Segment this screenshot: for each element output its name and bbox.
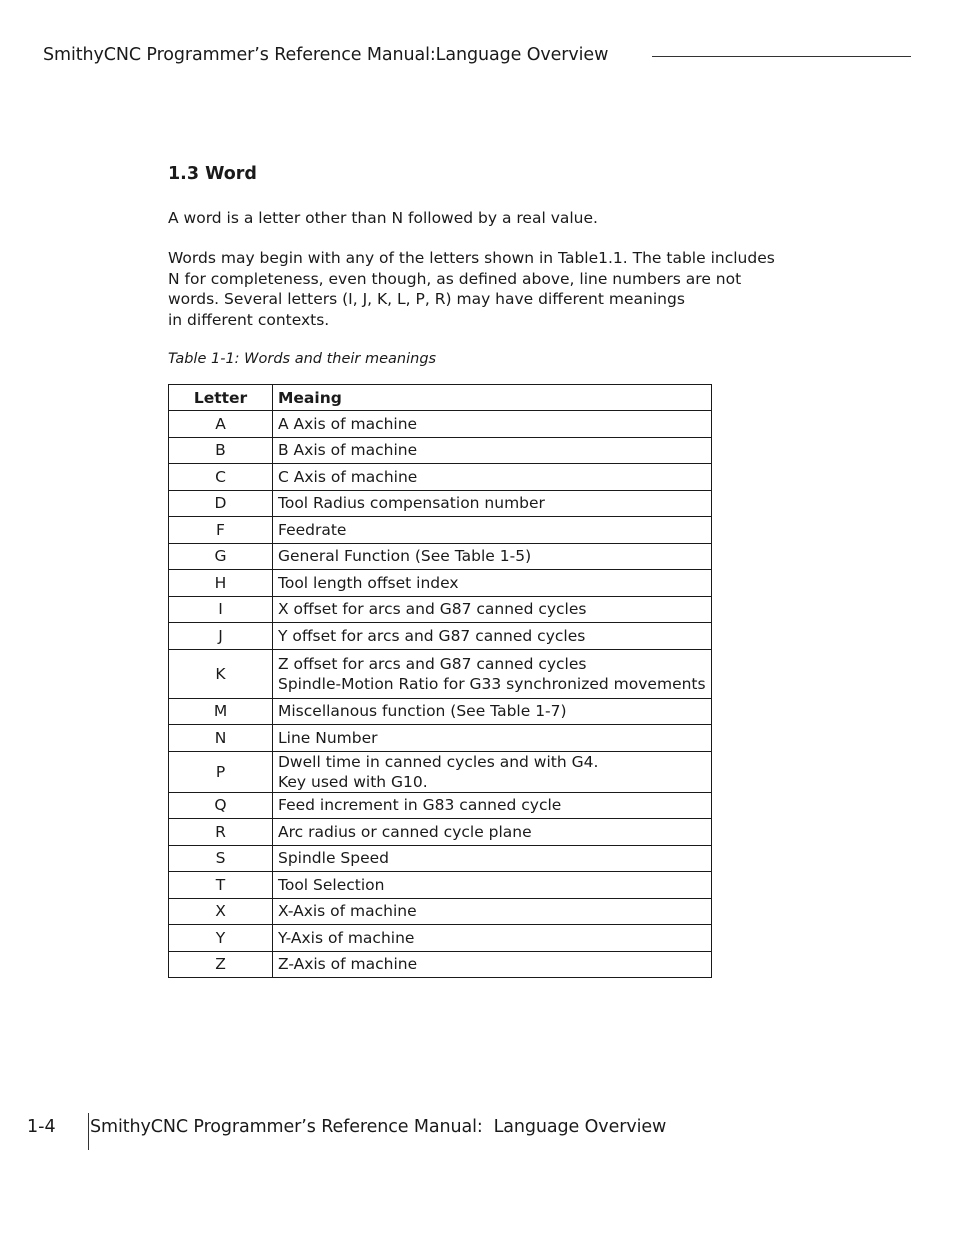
cell-letter: Q	[169, 792, 273, 819]
page-number: 1-4	[27, 1117, 56, 1137]
cell-meaning-line: Feedrate	[278, 520, 347, 539]
cell-letter: A	[169, 411, 273, 438]
cell-meaning-line: X offset for arcs and G87 canned cycles	[278, 600, 587, 619]
paragraph-word-definition: A word is a letter other than N followed by a real value.	[168, 209, 598, 227]
footer-rule	[88, 1113, 89, 1150]
cell-meaning-line: A Axis of machine	[278, 414, 418, 433]
cell-meaning	[273, 490, 712, 517]
table-row	[169, 437, 712, 464]
table-row	[169, 819, 712, 846]
cell-meaning	[273, 543, 712, 570]
cell-meaning	[273, 623, 712, 650]
table-row	[169, 490, 712, 517]
table-row	[169, 751, 712, 792]
cell-meaning-line: Dwell time in canned cycles and with G4.	[278, 752, 599, 771]
cell-letter: R	[169, 819, 273, 846]
cell-meaning	[273, 725, 712, 752]
paragraph-line: in different contexts.	[168, 311, 330, 330]
cell-meaning	[273, 925, 712, 952]
cell-meaning	[273, 751, 712, 792]
cell-letter: T	[169, 872, 273, 899]
cell-meaning	[273, 570, 712, 597]
cell-letter: H	[169, 570, 273, 597]
cell-meaning-line: Tool Selection	[278, 875, 385, 894]
cell-meaning	[273, 845, 712, 872]
paragraph-line: N for completeness, even though, as defined above, line numbers are not	[168, 269, 742, 288]
table-row	[169, 845, 712, 872]
cell-letter: I	[169, 596, 273, 623]
cell-meaning	[273, 411, 712, 438]
table-body	[169, 411, 712, 978]
cell-meaning-line: Spindle-Motion Ratio for G33 synchronized movements	[278, 674, 706, 693]
table-row	[169, 411, 712, 438]
table-row	[169, 872, 712, 899]
cell-meaning-line: General Function (See Table 1-5)	[278, 547, 532, 566]
cell-letter: J	[169, 623, 273, 650]
cell-letter: G	[169, 543, 273, 570]
table-row	[169, 623, 712, 650]
cell-meaning-line: Y offset for arcs and G87 canned cycles	[278, 626, 586, 645]
cell-meaning-line: Z offset for arcs and G87 canned cycles	[278, 654, 587, 673]
cell-letter: B	[169, 437, 273, 464]
cell-meaning	[273, 437, 712, 464]
table-row	[169, 925, 712, 952]
cell-meaning-line: Feed increment in G83 canned cycle	[278, 796, 562, 815]
table-row	[169, 725, 712, 752]
cell-letter: Z	[169, 951, 273, 978]
cell-meaning-line: Z-Axis of machine	[278, 955, 418, 974]
cell-meaning-line: Line Number	[278, 728, 378, 747]
cell-letter: X	[169, 898, 273, 925]
cell-meaning-line: X-Axis of machine	[278, 902, 417, 921]
cell-letter: Y	[169, 925, 273, 952]
paragraph-line: words. Several letters (I, J, K, L, P, R) may have different meanings	[168, 290, 685, 309]
table-row	[169, 951, 712, 978]
cell-meaning	[273, 872, 712, 899]
running-footer: SmithyCNC Programmer’s Reference Manual: Language Overview	[90, 1117, 667, 1137]
cell-meaning	[273, 596, 712, 623]
header-rule	[652, 56, 911, 57]
cell-meaning	[273, 649, 712, 698]
table-row	[169, 543, 712, 570]
cell-meaning	[273, 951, 712, 978]
paragraph-word-letters	[168, 248, 775, 331]
cell-meaning	[273, 464, 712, 491]
table-row	[169, 464, 712, 491]
paragraph-line: Words may begin with any of the letters shown in Table1.1. The table includes	[168, 249, 775, 267]
table-row	[169, 898, 712, 925]
section-title: 1.3 Word	[168, 164, 257, 184]
table-row	[169, 596, 712, 623]
cell-meaning	[273, 819, 712, 846]
cell-meaning-line: Spindle Speed	[278, 849, 390, 868]
cell-meaning	[273, 517, 712, 544]
cell-letter: N	[169, 725, 273, 752]
cell-letter: D	[169, 490, 273, 517]
table-caption: Table 1-1: Words and their meanings	[168, 351, 437, 367]
cell-meaning-line: Arc radius or canned cycle plane	[278, 822, 532, 841]
cell-meaning-line: Tool length offset index	[278, 573, 459, 592]
table-header-row	[169, 385, 712, 411]
words-table	[168, 384, 712, 978]
table-row	[169, 698, 712, 725]
cell-meaning	[273, 698, 712, 725]
table-row	[169, 570, 712, 597]
cell-meaning-line: Tool Radius compensation number	[278, 494, 545, 513]
cell-meaning-line: Miscellanous function (See Table 1-7)	[278, 702, 567, 721]
column-header-letter: Letter	[169, 385, 273, 411]
cell-meaning-line: Y-Axis of machine	[278, 928, 415, 947]
cell-letter: P	[169, 751, 273, 792]
table-row	[169, 649, 712, 698]
table-row	[169, 517, 712, 544]
cell-meaning	[273, 898, 712, 925]
cell-letter: K	[169, 649, 273, 698]
cell-letter: F	[169, 517, 273, 544]
cell-meaning-line: C Axis of machine	[278, 467, 418, 486]
cell-meaning-line: Key used with G10.	[278, 772, 428, 791]
cell-letter: S	[169, 845, 273, 872]
cell-letter: C	[169, 464, 273, 491]
cell-meaning-line: B Axis of machine	[278, 441, 418, 460]
cell-meaning	[273, 792, 712, 819]
cell-letter: M	[169, 698, 273, 725]
column-header-meaning: Meaing	[273, 385, 712, 411]
running-header: SmithyCNC Programmer’s Reference Manual:Language Overview	[43, 45, 609, 65]
table-row	[169, 792, 712, 819]
